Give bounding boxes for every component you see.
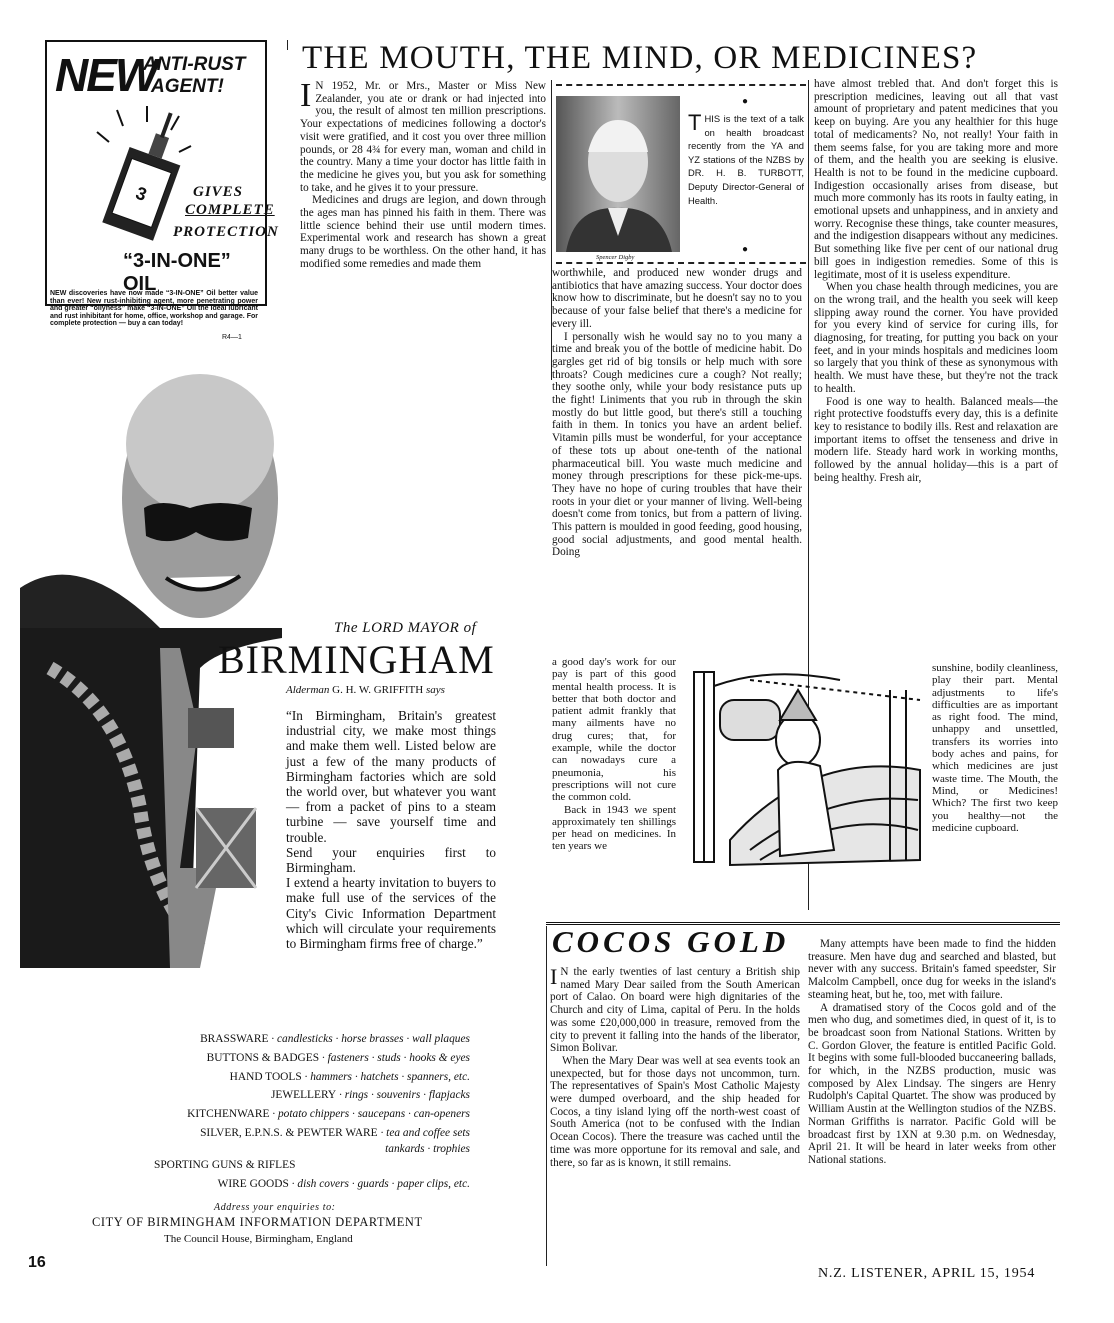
product-category: BRASSWARE bbox=[200, 1033, 269, 1045]
council-house-address: The Council House, Birmingham, England bbox=[164, 1233, 353, 1245]
article-headline: THE MOUTH, THE MIND, OR MEDICINES? bbox=[302, 40, 978, 76]
product-category: BUTTONS & BADGES bbox=[206, 1051, 320, 1064]
article-col3-para-2: When you chase health through medicines, you are on the wrong trail, and the health you seek will keep slipping away round the corner. You have provided for you every kind of service for curing ills, for diagnosing, for treating, for putting you back on your feet, and in your minds hospitals and medicines loom so largely that you think of these as synonymous with health. We must have these, but they're not the track to health. bbox=[814, 281, 1058, 395]
byline-alderman: Alderman bbox=[286, 684, 330, 696]
article-col2-narrow-para-1: a good day's work for our pay is part of this good mental health process. It is better that both doctor and patient admit frankly that many ailments have no drug cures; that, for example, while the doctor can nowadays cure a pneumonia, his prescriptions will not cure the common cold. bbox=[552, 656, 676, 804]
sidebar-text-box bbox=[688, 112, 804, 207]
article-column-3 bbox=[814, 78, 1058, 664]
product-items: · tea and coffee sets bbox=[377, 1126, 470, 1139]
oil-ad-anti-rust: ANTI-RUST bbox=[143, 54, 246, 75]
information-department: CITY OF BIRMINGHAM INFORMATION DEPARTMENT bbox=[92, 1215, 423, 1229]
product-line bbox=[110, 1124, 470, 1143]
sidebar-top-rule bbox=[556, 84, 806, 86]
oil-can-illustration bbox=[87, 102, 197, 242]
article-col3-narrow-para: sunshine, bodily cleanliness, play their part. Mental adjustments to life's difficulties are as important as right food. The mind, unhappy and unsettled, transfers its worries into body aches and pains, for which medicines are just waste time. The Mouth, the Mind, or Medicines! Which? The first two keep you healthy—not the medicine cupboard. bbox=[932, 662, 1058, 834]
product-items: · rings · souvenirs · flapjacks bbox=[336, 1089, 470, 1102]
oil-ad-code: R4—1 bbox=[222, 334, 242, 341]
birmingham-quote-para-1: “In Birmingham, Britain's greatest industrial city, we make most things and make them well. Listed below are just a few of the many products of Birmingham factories which are sold the world over, but whatever you want — from a packet of pins to a steam turbine — save yourself time and trouble. bbox=[286, 708, 496, 845]
page-number: 16 bbox=[28, 1254, 46, 1271]
product-line bbox=[110, 1049, 470, 1068]
product-line bbox=[110, 1105, 470, 1124]
product-items: · potato chippers · saucepans · can-openers bbox=[269, 1108, 470, 1121]
cocos-column-rule bbox=[546, 926, 547, 1266]
photo-credit: Spencer Digby bbox=[596, 254, 635, 261]
product-category: WIRE GOODS bbox=[217, 1177, 289, 1190]
article-col2-para-1: worthwhile, and produced new wonder drugs and antibiotics that have amazing success. Your doctor does know how to discriminate, but he doesn't say no to you because of your false belief that there's a medicine for every ill. bbox=[552, 267, 802, 330]
product-line bbox=[110, 1086, 470, 1105]
birmingham-quote-para-2: Send your enquiries first to Birmingham. bbox=[286, 844, 496, 876]
oil-ad-new: NEW bbox=[55, 49, 157, 101]
article-column-3-narrow bbox=[932, 662, 1058, 920]
article-col3-para-1: have almost trebled that. And don't forget this is prescription medicines, leaving out all that vast amount of proprietary and patent medicines that you keep on buying. Are you any healthier for this huge total of medicaments? No, not really! Your faith in them seems false, for you are taking more and more of them, and the health you are seeking is elusive. Health is not to be found in the medicine cupboard. Indigestion occasionally arises from disease, but much more commonly has its roots in faulty eating, in emotional upsets and unhappiness, and in anxiety and worry. Recognise these things, take counter measures, and the indigestion disappears without any medicines. But something like five per cent of our national drug bill goes in indigestion remedies. Some of this is legitimate, most of it is useless expenditure. bbox=[814, 78, 1058, 281]
svg-text:3: 3 bbox=[133, 182, 150, 205]
article-col1-para-1: N 1952, Mr. or Mrs., Master or Miss New Zealander, you ate or drank or had injected into you, the result of almost ten million prescriptions. Your expectations of medicines following a doctor's visit were gratified, and it cost you over three million pounds, or 28 4¾ for every man, woman and child in the country. Many a time your doctor has little faith in the medicine he gives you, but you ask for something to take, and he gives it to your pressure. bbox=[300, 80, 546, 194]
footer-masthead: N.Z. LISTENER, APRIL 15, 1954 bbox=[818, 1266, 1036, 1281]
cocos-col1-para-1: N the early twenties of last century a British ship named Mary Dear sailed from the South American port of Calao. On board were high dignitaries of the Church and city of Lima, capital of Peru. In the holds was some £20,000,000 in treasure, removed from the city to prevent it falling into the hands of the liberator, Simon Bolivar. bbox=[550, 966, 800, 1055]
cocos-drop-cap: I bbox=[550, 966, 558, 989]
cocos-col1-para-2: When the Mary Dear was well at sea events took an unexpected, but for those days not uncommon, turn. The representatives of Spain's Most Catholic Majesty were dumped overboard, and the ship headed for Cocos, a tiny island lying off the north-west coast of South America (not to be confused with the Indian Ocean Cocos). There the treasure was cached until the time was more opportune for its removal and sale, and there, so far as is known, it still remains. bbox=[550, 1054, 800, 1169]
oil-ad-agent: AGENT! bbox=[151, 76, 224, 97]
sidebar-text: HIS is the text of a talk on health broadcast recently from the YA and YZ stations of the NZBS by DR. H. B. TURBOTT, Deputy Director-General of Health. bbox=[688, 113, 804, 206]
product-category: HAND TOOLS bbox=[229, 1070, 302, 1083]
article-column-2 bbox=[552, 267, 802, 659]
sidebar-bottom-rule bbox=[556, 262, 806, 264]
product-line bbox=[110, 1068, 470, 1087]
oil-ad-brand: “3-IN-ONE” OIL bbox=[123, 250, 231, 295]
oil-ad-gives: GIVES bbox=[193, 184, 244, 200]
byline-says: says bbox=[425, 684, 445, 696]
sidebar-bullet-bottom: ● bbox=[742, 244, 749, 255]
author-photo bbox=[556, 96, 680, 261]
lord-mayor-of: The LORD MAYOR of bbox=[334, 620, 477, 636]
product-category: JEWELLERY bbox=[270, 1089, 337, 1102]
article-col2-narrow-para-2: Back in 1943 we spent approximately ten shillings per head on medicines. In ten years we bbox=[552, 803, 676, 853]
birmingham-quote bbox=[286, 708, 496, 951]
article-col3-para-3: Food is one way to health. Balanced meals—the right protective foodstuffs every day, this is a definite key to resistance to bodily ills. Rest and relaxation are important items to offset the tenseness and drive in modern life. Steady hard work in working months, followed by the annual holiday—this is a part of being healthy. Fresh air, bbox=[814, 395, 1058, 484]
article-column-1 bbox=[300, 80, 546, 382]
product-items: · candlesticks · horse brasses · wall plaques bbox=[268, 1033, 470, 1045]
cocos-column-2 bbox=[808, 938, 1056, 1256]
product-line bbox=[110, 1175, 470, 1194]
oil-ad-complete: COMPLETE bbox=[185, 202, 275, 218]
birmingham-byline bbox=[286, 684, 445, 696]
product-items: tankards · trophies bbox=[385, 1142, 470, 1155]
birmingham-products bbox=[110, 1030, 470, 1193]
cocos-col2-para-2: A dramatised story of the Cocos gold and of the men who dug, and sometimes died, in quest of it, is to be broadcast soon from National Stations. Written by C. Gordon Glover, the feature is entitled Pacific Gold. It begins with some full-blooded buccaneering ballads, for which, in the NZBS production, music was composed by Alex Lindsay. The singers are Henry Rudolph's Capital Quartet. The show was produced by William Austin at the Wellington studios of the NZBS. Norman Griffiths is narrator. Pacific Gold will be broadcast first by 1XN at 9.30 p.m. on Wednesday, April 21. It will be heard in later weeks from other National stations. bbox=[808, 1001, 1056, 1166]
oil-ad-protection: PROTECTION bbox=[173, 224, 279, 240]
cocos-headline: COCOS GOLD bbox=[552, 924, 790, 959]
cartoon-illustration bbox=[690, 660, 926, 875]
product-items: · hammers · hatchets · spanners, etc. bbox=[301, 1070, 470, 1083]
product-category: SPORTING GUNS & RIFLES bbox=[154, 1158, 296, 1171]
article-column-2-narrow bbox=[552, 656, 676, 916]
article-col2-para-2: I personally wish he would say no to you many a time and break you of the bottle of medicine habit. Do gargles get rid of big tonsils or help much with sore throats? Cough medicines cure a cough? Not really; they soothe only, while your body resistance puts up the fight! Liniments that you rub in through the skin mostly do but little good, but there's still a touching faith in them. In tonics you have an ardent belief. Vitamin pills must be wonderful, for your acceptance of these tots up about one-tenth of the national pharmaceutical bill. You waste much medicine and money through prescriptions for these pick-me-ups. They have no hope of curing troubles that have their roots in your diet or your manner of living. Well-being doesn't come from tonics, but from a pattern of living. This pattern is moulded in good feeding, good housing, good social adjustments, and good mental health. Doing bbox=[552, 330, 802, 559]
oil-ad bbox=[45, 40, 279, 306]
product-category: SILVER, E.P.N.S. & PEWTER WARE bbox=[200, 1126, 378, 1139]
product-items: · fasteners · studs · hooks & eyes bbox=[319, 1051, 470, 1064]
cocos-column-1 bbox=[550, 966, 800, 1262]
byline-name: G. H. W. GRIFFITH bbox=[332, 684, 424, 696]
article-drop-cap: I bbox=[300, 80, 312, 114]
oil-ad-body-text: NEW discoveries have now made “3-IN-ONE” Oil better value than ever! New rust-inhibiting agent, more penetrating power and greater “oilyness” make “3-IN-ONE” Oil the ideal lubricant and rust inhibitant for home, office, workshop and garage. For complete protection — buy a can today! bbox=[50, 290, 258, 327]
article-col1-para-2: Medicines and drugs are legion, and down through the ages man has pinned his faith in them. There was little science behind their use until modern times. Experimental work and research has shown a great many drugs to be worthless. On the other hand, it has modified some remedies and made them bbox=[300, 194, 546, 270]
product-line bbox=[110, 1030, 470, 1049]
product-category: KITCHENWARE bbox=[187, 1108, 270, 1121]
birmingham-title: BIRMINGHAM bbox=[218, 637, 495, 682]
product-line bbox=[110, 1156, 470, 1175]
column-rule-top bbox=[287, 40, 288, 50]
birmingham-quote-para-3: I extend a hearty invitation to buyers to make full use of the services of the City's Civic Information Department which will circulate your requirements to Birmingham firms free of charge.” bbox=[286, 875, 496, 952]
product-items: · dish covers · guards · paper clips, etc. bbox=[288, 1177, 470, 1190]
address-enquiries: Address your enquiries to: bbox=[214, 1202, 336, 1213]
product-line bbox=[110, 1143, 470, 1156]
cocos-col2-para-1: Many attempts have been made to find the hidden treasure. Men have dug and searched and blasted, but never with any success. Britain's famed speedster, Sir Malcolm Campbell, once dug for weeks in the island's steaming heat, but he, too, met with failure. bbox=[808, 938, 1056, 1001]
sidebar-bullet-top: ● bbox=[742, 96, 749, 107]
sidebar-drop-cap: T bbox=[688, 110, 702, 135]
author-portrait bbox=[556, 96, 680, 252]
